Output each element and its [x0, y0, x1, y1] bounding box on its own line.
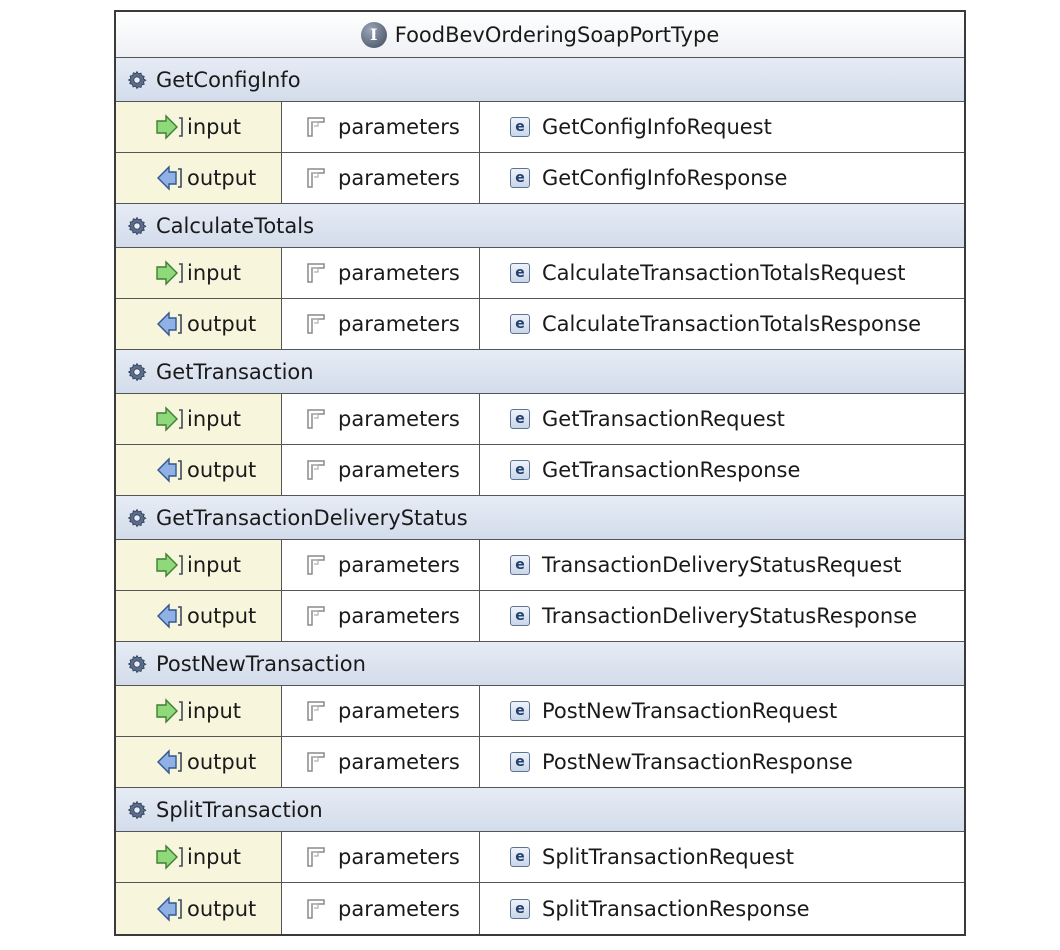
- input-message-row: [116, 102, 964, 153]
- element-e-icon: e: [510, 460, 530, 480]
- direction-label: output: [187, 166, 257, 190]
- direction-label: input: [187, 115, 242, 139]
- element-e-icon: e: [510, 701, 530, 721]
- direction-cell[interactable]: [116, 394, 282, 444]
- element-cell[interactable]: [480, 445, 964, 495]
- element-name: TransactionDeliveryStatusResponse: [542, 604, 918, 628]
- direction-label: output: [187, 312, 257, 336]
- element-cell[interactable]: [480, 591, 964, 641]
- output-message-row: [116, 153, 964, 204]
- direction-label: input: [187, 845, 242, 869]
- input-message-row: [116, 686, 964, 737]
- operation-header[interactable]: [116, 788, 964, 832]
- element-e-icon: e: [510, 168, 530, 188]
- operation-3: [116, 496, 964, 642]
- operation-name: CalculateTotals: [156, 213, 315, 238]
- part-icon: [306, 459, 326, 481]
- operation-header[interactable]: [116, 350, 964, 394]
- part-cell[interactable]: [282, 686, 480, 736]
- part-icon: [306, 167, 326, 189]
- output-arrow-icon: [154, 603, 184, 629]
- output-arrow-icon: [154, 896, 184, 922]
- direction-label: input: [187, 553, 242, 577]
- part-cell[interactable]: [282, 299, 480, 349]
- element-name: CalculateTransactionTotalsResponse: [542, 312, 922, 336]
- input-arrow-icon: [154, 406, 184, 432]
- part-cell[interactable]: [282, 540, 480, 590]
- part-name: parameters: [338, 896, 460, 921]
- output-arrow-icon: [154, 457, 184, 483]
- operation-1: [116, 204, 964, 350]
- port-type-box: [114, 10, 966, 936]
- port-type-name: FoodBevOrderingSoapPortType: [394, 22, 720, 47]
- output-message-row: [116, 299, 964, 350]
- part-cell[interactable]: [282, 248, 480, 298]
- element-name: TransactionDeliveryStatusRequest: [542, 553, 902, 577]
- port-type-header[interactable]: [116, 12, 964, 58]
- element-cell[interactable]: [480, 299, 964, 349]
- operation-name: PostNewTransaction: [156, 651, 366, 676]
- element-cell[interactable]: [480, 102, 964, 152]
- part-name: parameters: [338, 115, 460, 139]
- direction-cell[interactable]: [116, 832, 282, 882]
- part-icon: [306, 116, 326, 138]
- part-name: parameters: [338, 699, 460, 723]
- gear-icon: [126, 653, 148, 675]
- direction-cell[interactable]: [116, 445, 282, 495]
- direction-cell[interactable]: [116, 540, 282, 590]
- input-arrow-icon: [154, 552, 184, 578]
- part-icon: [306, 262, 326, 284]
- element-name: GetConfigInfoRequest: [542, 115, 772, 139]
- element-e-icon: e: [510, 409, 530, 429]
- operation-name: GetTransaction: [156, 359, 314, 384]
- element-e-icon: e: [510, 899, 530, 919]
- input-message-row: [116, 832, 964, 883]
- operation-name: GetConfigInfo: [156, 67, 301, 92]
- direction-label: output: [187, 458, 257, 482]
- operation-header[interactable]: [116, 496, 964, 540]
- direction-cell[interactable]: [116, 299, 282, 349]
- input-message-row: [116, 540, 964, 591]
- part-icon: [306, 554, 326, 576]
- input-arrow-icon: [154, 260, 184, 286]
- part-cell[interactable]: [282, 883, 480, 934]
- element-cell[interactable]: [480, 686, 964, 736]
- part-name: parameters: [338, 604, 460, 628]
- element-cell[interactable]: [480, 737, 964, 787]
- part-cell[interactable]: [282, 737, 480, 787]
- element-e-icon: e: [510, 314, 530, 334]
- interface-info-icon: I: [361, 22, 387, 48]
- part-cell[interactable]: [282, 591, 480, 641]
- part-name: parameters: [338, 553, 460, 577]
- output-arrow-icon: [154, 311, 184, 337]
- part-icon: [306, 846, 326, 868]
- direction-label: output: [187, 750, 257, 774]
- direction-label: input: [187, 261, 242, 285]
- output-arrow-icon: [154, 165, 184, 191]
- operation-5: [116, 788, 964, 934]
- gear-icon: [126, 69, 148, 91]
- element-name: GetConfigInfoResponse: [542, 166, 788, 190]
- operation-header[interactable]: [116, 642, 964, 686]
- part-icon: [306, 313, 326, 335]
- operation-name: GetTransactionDeliveryStatus: [156, 505, 468, 530]
- part-name: parameters: [338, 166, 460, 190]
- operation-4: [116, 642, 964, 788]
- operations-list: [116, 58, 964, 934]
- direction-cell[interactable]: [116, 737, 282, 787]
- operation-0: [116, 58, 964, 204]
- input-message-row: [116, 394, 964, 445]
- output-arrow-icon: [154, 749, 184, 775]
- element-cell[interactable]: [480, 883, 964, 934]
- part-icon: [306, 751, 326, 773]
- operation-name: SplitTransaction: [156, 797, 323, 822]
- direction-label: output: [187, 896, 257, 921]
- input-arrow-icon: [154, 114, 184, 140]
- element-cell[interactable]: [480, 153, 964, 203]
- part-icon: [306, 408, 326, 430]
- output-message-row: [116, 445, 964, 496]
- part-name: parameters: [338, 407, 460, 431]
- part-name: parameters: [338, 261, 460, 285]
- element-cell[interactable]: [480, 540, 964, 590]
- direction-cell[interactable]: [116, 591, 282, 641]
- output-message-row: [116, 883, 964, 934]
- part-name: parameters: [338, 312, 460, 336]
- element-cell[interactable]: [480, 832, 964, 882]
- element-name: SplitTransactionRequest: [542, 845, 794, 869]
- element-e-icon: e: [510, 606, 530, 626]
- gear-icon: [126, 215, 148, 237]
- element-name: PostNewTransactionResponse: [542, 750, 853, 774]
- part-icon: [306, 605, 326, 627]
- element-e-icon: e: [510, 752, 530, 772]
- operation-header[interactable]: [116, 204, 964, 248]
- element-name: SplitTransactionResponse: [542, 896, 810, 921]
- element-name: GetTransactionResponse: [542, 458, 801, 482]
- element-name: PostNewTransactionRequest: [542, 699, 838, 723]
- output-message-row: [116, 591, 964, 642]
- part-icon: [306, 898, 326, 920]
- gear-icon: [126, 507, 148, 529]
- part-cell[interactable]: [282, 102, 480, 152]
- direction-cell[interactable]: [116, 883, 282, 934]
- element-e-icon: e: [510, 555, 530, 575]
- gear-icon: [126, 361, 148, 383]
- direction-cell[interactable]: [116, 248, 282, 298]
- output-message-row: [116, 737, 964, 788]
- element-e-icon: e: [510, 117, 530, 137]
- gear-icon: [126, 799, 148, 821]
- part-name: parameters: [338, 845, 460, 869]
- direction-cell[interactable]: [116, 153, 282, 203]
- direction-label: output: [187, 604, 257, 628]
- input-arrow-icon: [154, 698, 184, 724]
- part-name: parameters: [338, 750, 460, 774]
- direction-label: input: [187, 407, 242, 431]
- input-arrow-icon: [154, 844, 184, 870]
- direction-cell[interactable]: [116, 102, 282, 152]
- element-name: GetTransactionRequest: [542, 407, 785, 431]
- part-name: parameters: [338, 458, 460, 482]
- part-icon: [306, 700, 326, 722]
- element-cell[interactable]: [480, 394, 964, 444]
- part-cell[interactable]: [282, 394, 480, 444]
- element-name: CalculateTransactionTotalsRequest: [542, 261, 906, 285]
- part-cell[interactable]: [282, 832, 480, 882]
- element-e-icon: e: [510, 847, 530, 867]
- direction-cell[interactable]: [116, 686, 282, 736]
- part-cell[interactable]: [282, 153, 480, 203]
- element-e-icon: e: [510, 263, 530, 283]
- part-cell[interactable]: [282, 445, 480, 495]
- element-cell[interactable]: [480, 248, 964, 298]
- operation-header[interactable]: [116, 58, 964, 102]
- input-message-row: [116, 248, 964, 299]
- direction-label: input: [187, 699, 242, 723]
- operation-2: [116, 350, 964, 496]
